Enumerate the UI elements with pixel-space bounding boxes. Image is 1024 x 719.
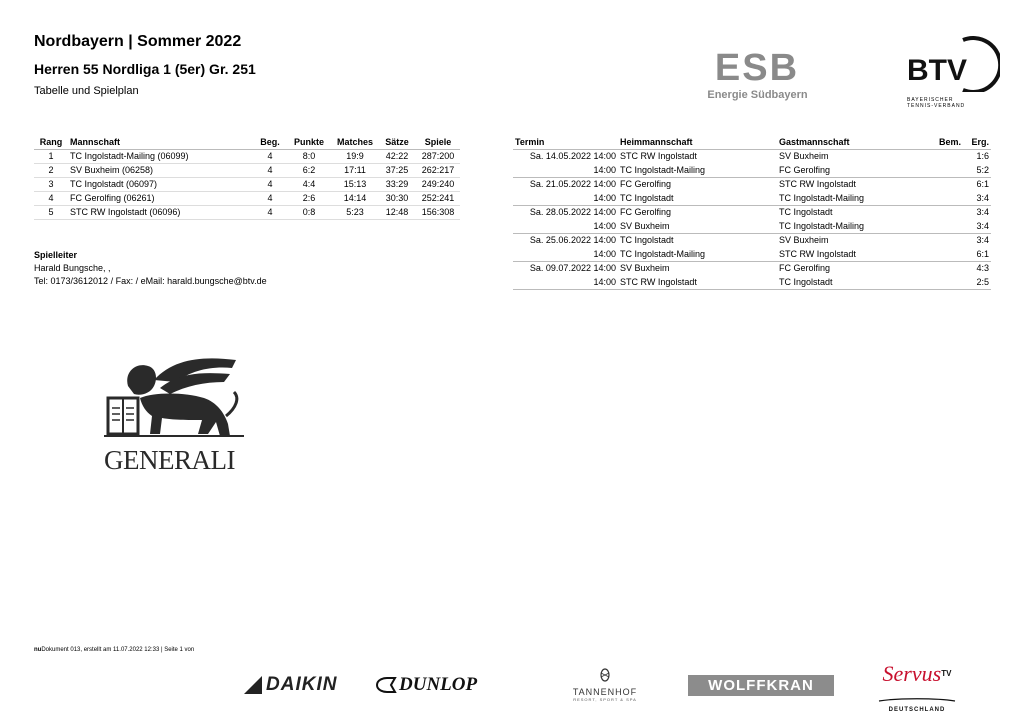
tannenhof-logo-text: TANNENHOF [572,687,638,697]
result-cell: 1:6 [976,151,989,162]
servus-underline-icon [877,698,957,702]
remark-cell [937,233,963,247]
table-row [513,163,991,177]
pinecone-icon [598,668,612,682]
home-cell: STC RW Ingolstadt [618,275,777,289]
termin-cell: Sa. 28.05.2022 14:00 [529,207,616,218]
sets-cell: 33:29 [378,177,416,191]
table-row [34,205,460,219]
matches-cell: 19:9 [332,149,378,163]
home-cell: TC Ingolstadt [619,235,674,246]
points-cell: 8:0 [286,149,332,163]
table-row [513,191,991,205]
result-cell: 6:1 [976,179,989,190]
footer-brand: nu [34,647,42,653]
spiele-cell: 156:308 [416,205,460,219]
rank-cell: 2 [34,163,68,177]
col-gast: Gastmannschaft [777,136,937,149]
sets-cell: 12:48 [378,205,416,219]
team-cell: TC Ingolstadt (06097) [68,177,254,191]
remark-cell [937,191,963,205]
page-subtitle: Tabelle und Spielplan [34,85,139,97]
col-heim: Heimmannschaft [618,136,777,149]
tannenhof-logo-sub: RESORT, SPORT & SPA [573,697,637,702]
col-erg: Erg. [963,136,991,149]
home-cell: SV Buxheim [618,219,777,233]
spielleiter-contact: Tel: 0173/3612012 / Fax: / eMail: harald.bungsche@btv.de [34,276,267,286]
remark-cell [937,275,963,289]
spiele-cell: 287:200 [416,149,460,163]
remark-cell [937,247,963,261]
termin-cell: Sa. 21.05.2022 14:00 [529,179,616,190]
btv-logo-text: BTV [907,54,967,87]
matches-cell: 14:14 [332,191,378,205]
servus-tv-text: TV [941,669,952,678]
col-bem: Bem. [938,137,961,148]
col-mannschaft: Mannschaft [68,136,254,149]
matches-cell: 17:11 [332,163,378,177]
guest-cell: SV Buxheim [778,235,829,246]
table-row [34,149,460,163]
table-row [513,247,991,261]
guest-cell: TC Ingolstadt-Mailing [777,219,937,233]
termin-cell: 14:00 [513,275,618,289]
games-cell: 4 [254,177,286,191]
col-rang: Rang [34,136,68,149]
dunlop-logo-text: DUNLOP [399,674,478,695]
daikin-triangle-icon [244,676,262,694]
table-row [34,177,460,191]
page-title: Nordbayern | Sommer 2022 [34,33,242,50]
servus-logo-sub: DEUTSCHLAND [888,707,946,713]
league-title: Herren 55 Nordliga 1 (5er) Gr. 251 [34,61,256,77]
spiele-cell: 252:241 [416,191,460,205]
guest-cell: STC RW Ingolstadt [777,247,937,261]
col-punkte: Punkte [286,136,332,149]
guest-cell: FC Gerolfing [778,263,830,274]
table-row [513,219,991,233]
team-cell: TC Ingolstadt-Mailing (06099) [68,149,254,163]
result-cell: 4:3 [976,263,989,274]
guest-cell: TC Ingolstadt [778,207,833,218]
home-cell: SV Buxheim [619,263,670,274]
tannenhof-logo [566,668,644,708]
table-row [513,261,991,275]
sets-cell: 42:22 [378,149,416,163]
table-row [513,233,991,247]
home-cell: TC Ingolstadt-Mailing [618,163,777,177]
btv-logo-mark [905,36,1000,92]
remark-cell [937,261,963,275]
home-cell: TC Ingolstadt [618,191,777,205]
team-cell: STC RW Ingolstadt (06096) [68,205,254,219]
table-row [513,275,991,289]
esb-logo-mark [700,50,815,84]
wolffkran-logo-text: WOLFFKRAN [708,677,814,694]
spiele-cell: 249:240 [416,177,460,191]
team-cell: FC Gerolfing (06261) [68,191,254,205]
table-row [513,149,991,163]
col-spiele: Spiele [416,136,460,149]
rank-cell: 4 [34,191,68,205]
wolffkran-logo [688,675,834,696]
team-cell: SV Buxheim (06258) [68,163,254,177]
termin-cell: 14:00 [513,219,618,233]
col-termin: Termin [513,136,618,149]
home-cell: STC RW Ingolstadt [619,151,697,162]
games-cell: 4 [254,163,286,177]
esb-logo [700,50,815,100]
home-cell: TC Ingolstadt-Mailing [618,247,777,261]
guest-cell: TC Ingolstadt [777,275,937,289]
col-matches: Matches [332,136,378,149]
btv-logo-sub1: BAYERISCHER [907,97,954,103]
points-cell: 4:4 [286,177,332,191]
generali-logo-text: GENERALI [104,445,235,475]
points-cell: 2:6 [286,191,332,205]
table-row [513,177,991,191]
dunlop-arrow-icon [375,677,397,693]
schedule-header-row [513,136,991,149]
remark-cell [937,205,963,219]
footer-note [34,647,194,653]
esb-logo-sub: Energie Südbayern [707,89,808,101]
generali-lion-icon [104,358,244,438]
spielleiter-block [34,249,267,288]
remark-cell [937,149,963,163]
daikin-logo-text: DAIKIN [266,674,338,695]
remark-cell [937,177,963,191]
table-row [34,163,460,177]
matches-cell: 5:23 [332,205,378,219]
spielleiter-heading: Spielleiter [34,250,78,260]
footer-text: Dokument 013, erstellt am 11.07.2022 12:33 | Seite 1 von [41,647,195,653]
points-cell: 0:8 [286,205,332,219]
guest-cell: TC Ingolstadt-Mailing [777,191,937,205]
sets-cell: 30:30 [378,191,416,205]
result-cell: 3:4 [963,191,991,205]
points-cell: 6:2 [286,163,332,177]
rank-cell: 5 [34,205,68,219]
col-saetze: Sätze [378,136,416,149]
guest-cell: FC Gerolfing [777,163,937,177]
spiele-cell: 262:217 [416,163,460,177]
rank-cell: 3 [34,177,68,191]
guest-cell: STC RW Ingolstadt [778,179,856,190]
sets-cell: 37:25 [378,163,416,177]
termin-cell: Sa. 14.05.2022 14:00 [529,151,616,162]
result-cell: 3:4 [976,207,989,218]
termin-cell: 14:00 [513,163,618,177]
esb-logo-text: ESB [714,50,800,84]
schedule-table [513,136,991,290]
servus-logo-text: Servus [882,661,942,686]
termin-cell: 14:00 [513,191,618,205]
dunlop-logo [375,674,525,696]
result-cell: 6:1 [963,247,991,261]
matches-cell: 15:13 [332,177,378,191]
remark-cell [937,219,963,233]
table-row [34,191,460,205]
table-row [513,205,991,219]
standings-table [34,136,460,220]
termin-cell: Sa. 09.07.2022 14:00 [529,263,616,274]
result-cell: 5:2 [963,163,991,177]
rank-cell: 1 [34,149,68,163]
home-cell: FC Gerolfing [619,207,672,218]
generali-logo [104,358,244,475]
games-cell: 4 [254,191,286,205]
standings-header-row [34,136,460,149]
guest-cell: SV Buxheim [778,151,829,162]
termin-cell: Sa. 25.06.2022 14:00 [529,235,616,246]
remark-cell [937,163,963,177]
home-cell: FC Gerolfing [619,179,672,190]
result-cell: 3:4 [963,219,991,233]
result-cell: 3:4 [976,235,989,246]
games-cell: 4 [254,149,286,163]
result-cell: 2:5 [963,275,991,289]
spielleiter-name: Harald Bungsche, , [34,263,111,273]
servustv-logo [872,661,962,713]
col-beg: Beg. [254,136,286,149]
btv-logo [905,36,1000,111]
daikin-logo [244,674,359,696]
games-cell: 4 [254,205,286,219]
btv-logo-sub2: TENNIS-VERBAND [907,103,966,109]
termin-cell: 14:00 [513,247,618,261]
